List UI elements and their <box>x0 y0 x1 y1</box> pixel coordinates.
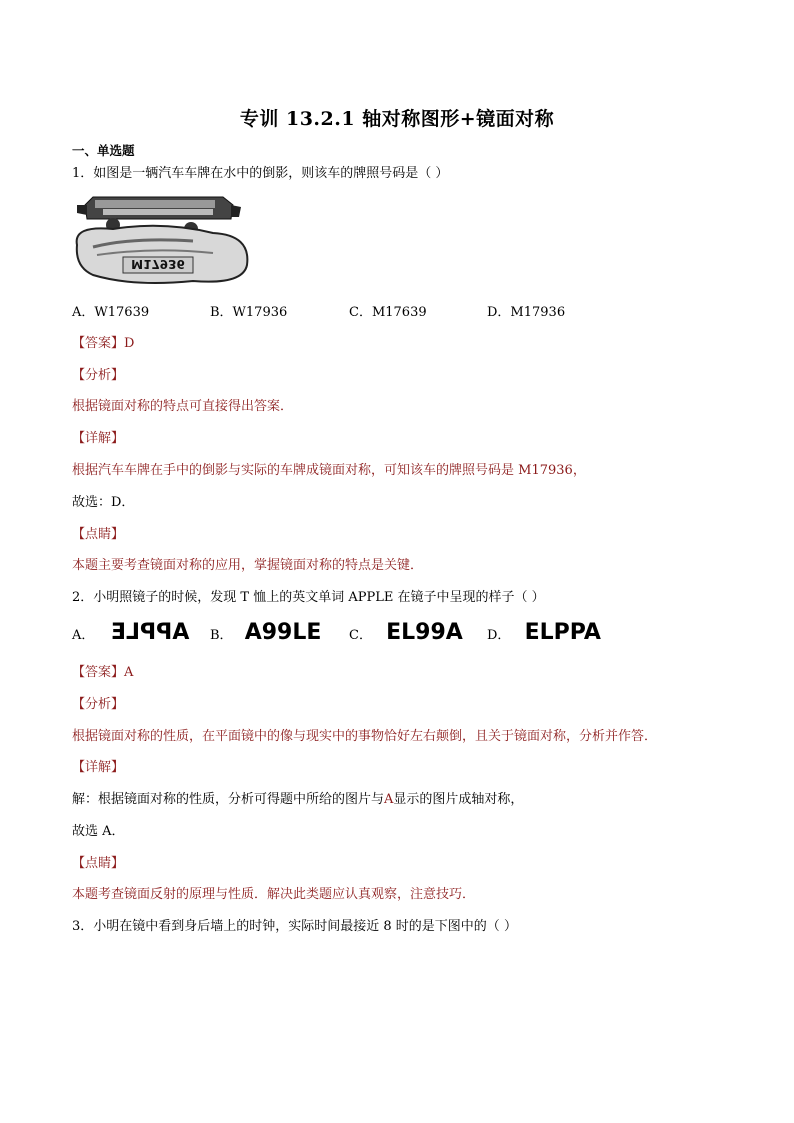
q2-option-b <box>210 620 321 645</box>
q2-answer <box>72 664 133 682</box>
q1-detail-line2: 故选：D． <box>72 495 135 510</box>
q2-detail-line1 <box>72 791 523 809</box>
q3-stem: 3．小明在镜中看到身后墙上的时钟，实际时间最接近 8 时的是下图中的（ ） <box>72 919 517 934</box>
q2-option-a-label: A． <box>72 628 95 643</box>
q2-option-d <box>487 620 601 645</box>
q2-analysis: 根据镜面对称的性质，在平面镜中的像与现实中的事物恰好左右颠倒，且关于镜面对称，分析并作答． <box>72 729 658 744</box>
q1-detail-plate: M17936 <box>518 463 573 478</box>
q1-comment-tag: 【点睛】 <box>72 527 125 542</box>
q2-comment-tag: 【点睛】 <box>72 856 125 871</box>
q2-detail-letter: A <box>384 792 394 807</box>
q2-option-b-label: B． <box>210 628 233 643</box>
q2-option-c <box>349 620 463 645</box>
q1-analysis-tag: 【分析】 <box>72 368 125 383</box>
car-plate-reflection-image <box>73 195 250 287</box>
q1-stem: 1．如图是一辆汽车车牌在水中的倒影，则该车的牌照号码是（ ） <box>72 166 449 181</box>
q2-option-c-word: EL99A <box>386 620 463 645</box>
answer-tag: 【答案】 <box>72 665 125 680</box>
q1-detail-comma: ， <box>572 463 586 478</box>
page-title: 专训 13.2.1 轴对称图形+镜面对称 <box>239 108 555 130</box>
section-heading: 一、单选题 <box>72 143 135 158</box>
q2-detail-text: 解：根据镜面对称的性质，分析可得题中所给的图片与 <box>72 792 385 807</box>
q2-detail-line2: 故选 A． <box>72 824 125 839</box>
q1-answer <box>72 335 134 353</box>
q2-option-b-word: A99LE <box>244 620 322 645</box>
q2-option-c-label: C． <box>349 628 372 643</box>
q2-stem: 2．小明照镜子的时候，发现 T 恤上的英文单词 APPLE 在镜子中呈现的样子（ ） <box>72 590 545 605</box>
q2-option-a-word: APPLE <box>110 620 189 645</box>
q1-detail-text: 根据汽车车牌在手中的倒影与实际的车牌成镜面对称，可知该车的牌照号码是 <box>72 463 519 478</box>
plate-text: M17936 <box>131 257 185 271</box>
q1-option-d: D．M17936 <box>487 305 566 320</box>
q1-analysis: 根据镜面对称的特点可直接得出答案． <box>72 399 294 414</box>
q1-option-c: C．M17639 <box>349 305 427 320</box>
q2-detail-rest: 显示的图片成轴对称， <box>393 792 524 807</box>
q2-option-d-word: ELPPA <box>524 620 601 645</box>
q1-detail-line1 <box>72 462 586 480</box>
q1-comment: 本题主要考查镜面对称的应用，掌握镜面对称的特点是关键． <box>72 558 424 573</box>
answer-tag: 【答案】 <box>72 336 125 351</box>
q2-analysis-tag: 【分析】 <box>72 697 125 712</box>
q2-detail-tag: 【详解】 <box>72 760 125 775</box>
answer-value: D <box>124 336 135 351</box>
q2-comment: 本题考查镜面反射的原理与性质．解决此类题应认真观察，注意技巧． <box>72 887 476 902</box>
answer-value: A <box>124 665 134 680</box>
q1-option-a: A．W17639 <box>72 305 150 320</box>
q1-option-b: B．W17936 <box>210 305 288 320</box>
q2-option-a <box>72 620 189 645</box>
q2-option-d-label: D． <box>487 628 511 643</box>
q1-detail-tag: 【详解】 <box>72 431 125 446</box>
